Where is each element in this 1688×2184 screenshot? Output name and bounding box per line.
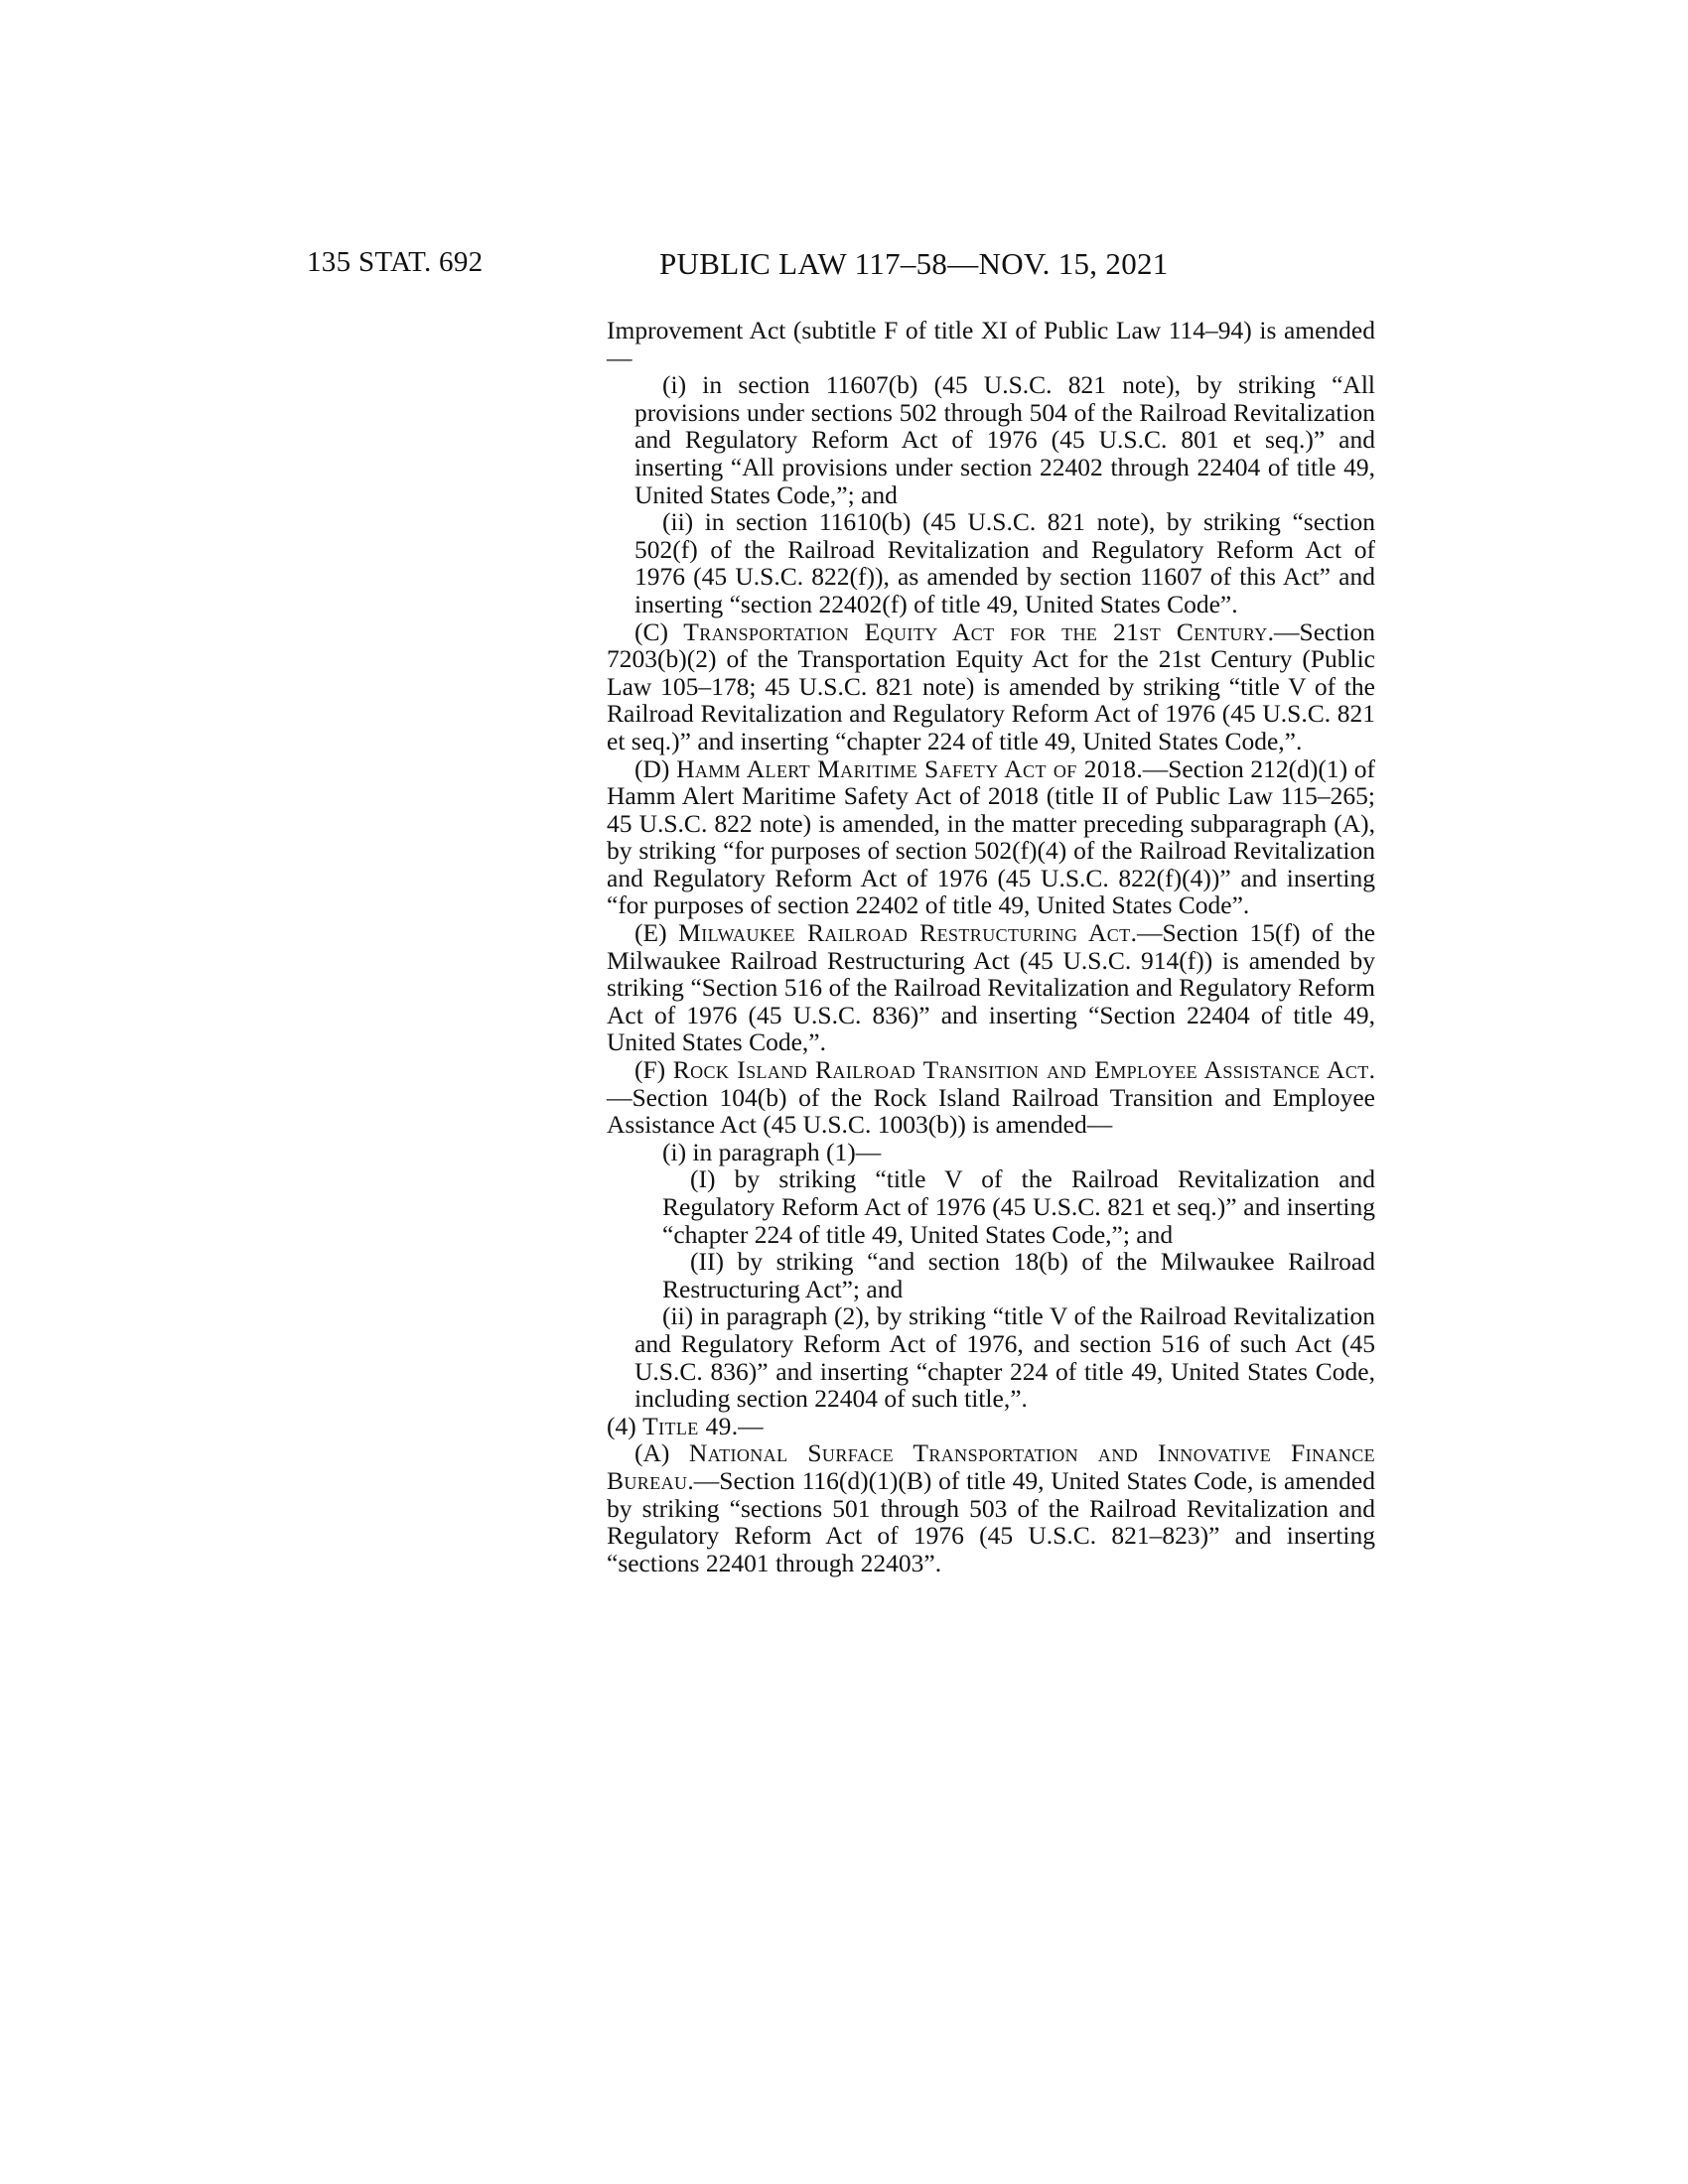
statute-page-reference: 135 STAT. 692 bbox=[307, 246, 484, 278]
subparagraph-d-heading: Hamm Alert Maritime Safety Act of 2018 bbox=[676, 753, 1137, 783]
clause-ii-paragraph-2: (ii) in paragraph (2), by striking “title V of the Railroad Revitalization and Regulatory Reform Act of 1976, and section 516 of such Act (45 U.S.C. 836)” and inserting “chapter 224 of title 49, United States Code, including section 22404 of such title,”. bbox=[634, 1301, 1375, 1414]
subparagraph-a-text: .—Section 116(d)(1)(B) of title 49, United States Code, is amended by striking “sections 501 through 503 of the Railroad Revitalization and Regulatory Reform Act of 1976 (45 U.S.C. 821–823)” and inserting “sections 22401 through 22403”. bbox=[607, 1465, 1375, 1577]
subclause-I: (I) by striking “title V of the Railroad Revitalization and Regulatory Reform Act of 1976 (45 U.S.C. 821 et seq.)” and inserting “chapter 224 of title 49, United States Code,”; and bbox=[662, 1164, 1375, 1249]
subparagraph-e-label: (E) bbox=[634, 918, 679, 948]
clause-i-11607: (i) in section 11607(b) (45 U.S.C. 821 note), by striking “All provisions under sections 502 through 504 of the Railroad Revitalization and Regulatory Reform Act of 1976 (45 U.S.C. 801 et seq.)” and inserting “All provisions under section 22402 through 22404 of title 49, United States Code,”; and bbox=[634, 370, 1375, 509]
public-law-reference: PUBLIC LAW 117–58—NOV. 15, 2021 bbox=[659, 246, 1169, 281]
subparagraph-a-heading: National Surface Transportation and Innovative Finance Bureau bbox=[607, 1438, 1375, 1495]
subparagraph-a-label: (A) bbox=[634, 1438, 689, 1468]
subparagraph-f-heading: Rock Island Railroad Transition and Employee Assistance Act bbox=[672, 1055, 1369, 1085]
paragraph-4-heading: Title 49 bbox=[642, 1411, 732, 1440]
subparagraph-e bbox=[607, 919, 1375, 1056]
subparagraph-f-text: .—Section 104(b) of the Rock Island Railroad Transition and Employee Assistance Act (45 U.S.C. 1003(b)) is amended— bbox=[607, 1055, 1376, 1140]
subparagraph-d bbox=[607, 755, 1375, 920]
paragraph-4 bbox=[607, 1413, 1375, 1440]
subparagraph-f-label: (F) bbox=[634, 1055, 673, 1085]
paragraph-4-label: (4) bbox=[607, 1411, 643, 1440]
paragraph-continuation: Improvement Act (subtitle F of title XI of Public Law 114–94) is amended— bbox=[607, 316, 1375, 372]
paragraph-4-text: .— bbox=[731, 1411, 764, 1440]
clause-ii-11610: (ii) in section 11610(b) (45 U.S.C. 821 note), by striking “section 502(f) of the Railroad Revitalization and Regulatory Reform Act of 1976 (45 U.S.C. 822(f)), as amended by section 11607 of this Act” and inserting “section 22402(f) of title 49, United States Code”. bbox=[634, 507, 1375, 618]
subparagraph-f bbox=[607, 1056, 1375, 1139]
subparagraph-c-label: (C) bbox=[634, 616, 684, 646]
subparagraph-e-text: .—Section 15(f) of the Milwaukee Railroad Restructuring Act (45 U.S.C. 914(f)) is amended by striking “Section 516 of the Railroad Revitalization and Regulatory Reform Act of 1976 (45 U.S.C. 836)” and inserting “Section 22404 of title 49, United States Code,”. bbox=[607, 918, 1376, 1057]
subparagraph-a-title-49 bbox=[607, 1439, 1375, 1576]
subparagraph-e-heading: Milwaukee Railroad Restructuring Act bbox=[678, 918, 1131, 948]
subparagraph-d-label: (D) bbox=[634, 753, 677, 783]
subparagraph-c bbox=[607, 618, 1375, 755]
document-body bbox=[607, 317, 1375, 1576]
subclause-II: (II) by striking “and section 18(b) of the Milwaukee Railroad Restructuring Act”; and bbox=[662, 1247, 1375, 1303]
clause-i-paragraph-1: (i) in paragraph (1)— bbox=[662, 1137, 882, 1166]
subparagraph-d-text: .—Section 212(d)(1) of Hamm Alert Maritime Safety Act of 2018 (title II of Public Law 115–265; 45 U.S.C. 822 note) is amended, in the matter preceding subparagraph (A), by striking “for purposes of section 502(f)(4) of the Railroad Revitalization and Regulatory Reform Act of 1976 (45 U.S.C. 822(f)(4))” and inserting “for purposes of section 22402 of title 49, United States Code”. bbox=[607, 753, 1375, 920]
page-header bbox=[0, 246, 1688, 286]
subparagraph-c-text: .—Section 7203(b)(2) of the Transportation Equity Act for the 21st Century (Public Law 105–178; 45 U.S.C. 821 note) is amended by striking “title V of the Railroad Revitalization and Regulatory Reform Act of 1976 (45 U.S.C. 821 et seq.)” and inserting “chapter 224 of title 49, United States Code,”. bbox=[607, 616, 1376, 755]
subparagraph-c-heading: Transportation Equity Act for the 21st Century bbox=[683, 616, 1268, 646]
